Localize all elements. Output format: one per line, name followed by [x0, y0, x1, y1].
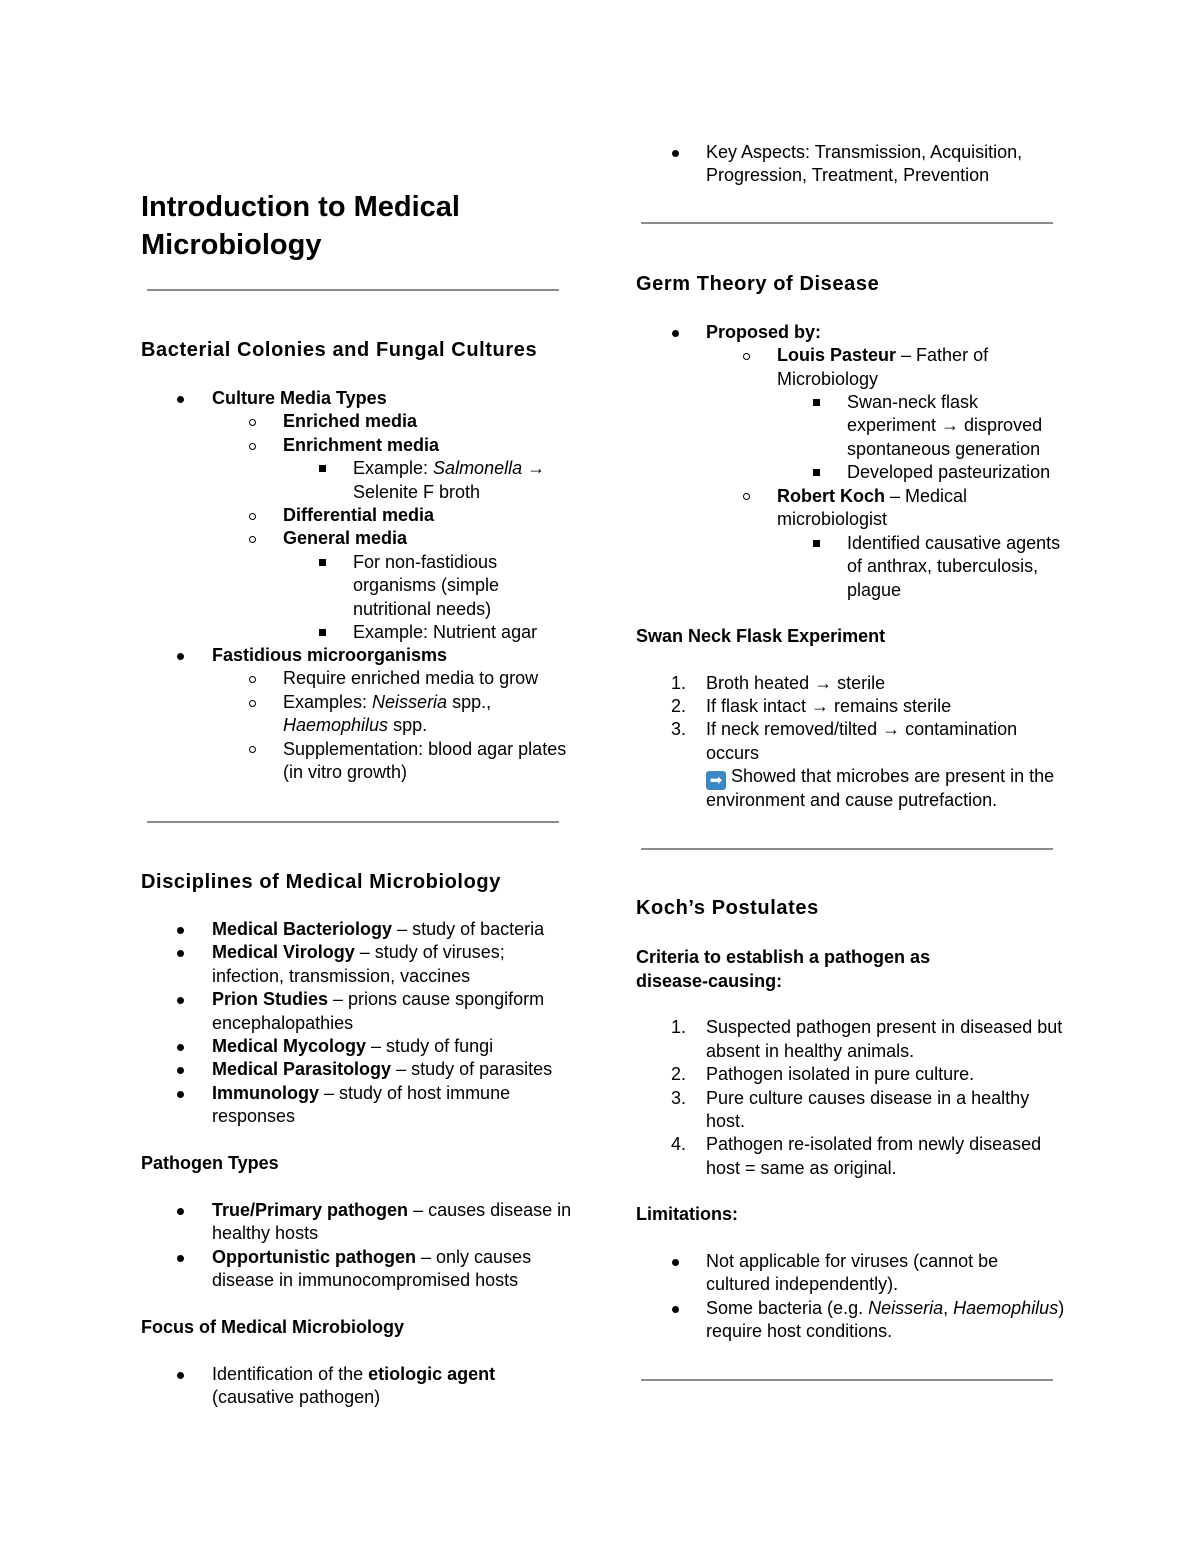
term: Opportunistic pathogen: [212, 1247, 416, 1267]
text: – Medical: [885, 486, 968, 506]
list-item: Enriched media: [283, 411, 418, 431]
list-item-continuation: (causative pathogen): [212, 1387, 381, 1407]
text: – prions cause spongiform: [328, 989, 545, 1009]
bullet-disc-icon: [177, 1067, 184, 1074]
list-number: 2.: [671, 696, 687, 716]
bullet-square-icon: [813, 399, 820, 406]
list-item-continuation: encephalopathies: [212, 1013, 354, 1033]
conclusion-line: [706, 765, 1054, 790]
species-name: Haemophilus: [283, 715, 389, 735]
section-heading-bacterial: Bacterial Colonies and Fungal Cultures: [141, 339, 538, 361]
list-item: [777, 344, 988, 368]
list-item-continuation: disease in immunocompromised hosts: [212, 1270, 519, 1290]
right-arrow-icon: [706, 771, 726, 790]
text: spp.: [388, 715, 428, 735]
list-item-continuation: Microbiology: [777, 369, 879, 389]
list-item-continuation: infection, transmission, vaccines: [212, 966, 471, 986]
species-name: Neisseria: [372, 692, 448, 712]
list-item: [283, 691, 491, 715]
list-item-continuation: occurs: [706, 743, 760, 763]
list-item: [212, 1363, 495, 1387]
text: Some bacteria (e.g.: [706, 1298, 869, 1318]
text: ,: [943, 1298, 954, 1318]
text: – study of bacteria: [392, 919, 545, 939]
page-title-line2: Microbiology: [141, 229, 322, 261]
list-item: Supplementation: blood agar plates: [283, 739, 567, 759]
divider: [641, 222, 1053, 224]
list-item: Proposed by:: [706, 322, 822, 342]
divider: [641, 848, 1053, 850]
bullet-circle-icon: [249, 700, 256, 707]
bullet-disc-icon: [177, 1255, 184, 1262]
list-item: [706, 1297, 1064, 1321]
bullet-disc-icon: [177, 1372, 184, 1379]
list-item-continuation: host.: [706, 1111, 746, 1131]
list-item: [212, 1199, 571, 1223]
text: – Father of: [896, 345, 989, 365]
list-item: Require enriched media to grow: [283, 668, 539, 688]
section-heading-germ-theory: Germ Theory of Disease: [636, 273, 880, 295]
list-item: Developed pasteurization: [847, 462, 1051, 482]
list-item: [777, 485, 967, 509]
list-item-continuation: Progression, Treatment, Prevention: [706, 165, 990, 185]
bullet-circle-icon: [249, 536, 256, 543]
bullet-circle-icon: [249, 746, 256, 753]
divider: [641, 1379, 1053, 1381]
list-item: General media: [283, 528, 408, 548]
text: spp.,: [447, 692, 492, 712]
arrow-glyph: ➡: [709, 772, 723, 789]
species-name: Haemophilus: [953, 1298, 1059, 1318]
person-name: Robert Koch: [777, 486, 885, 506]
subheading-focus: Focus of Medical Microbiology: [141, 1317, 405, 1337]
list-item-continuation: [283, 714, 427, 738]
list-item: [212, 1035, 493, 1059]
divider: [147, 289, 559, 291]
bullet-disc-icon: [177, 1091, 184, 1098]
text: Examples:: [283, 692, 373, 712]
text: Showed that microbes are present in the: [726, 766, 1055, 786]
list-item-continuation: healthy hosts: [212, 1223, 319, 1243]
list-item: [212, 1082, 510, 1106]
term: Medical Parasitology: [212, 1059, 392, 1079]
list-number: 2.: [671, 1064, 687, 1084]
list-item: Differential media: [283, 505, 435, 525]
list-item: [212, 1246, 531, 1270]
bullet-circle-icon: [743, 493, 750, 500]
bullet-square-icon: [813, 540, 820, 547]
list-item-continuation: of anthrax, tuberculosis,: [847, 556, 1039, 576]
list-item: [353, 457, 545, 481]
list-item-continuation: host = same as original.: [706, 1158, 897, 1178]
bullet-circle-icon: [249, 419, 256, 426]
bullet-square-icon: [319, 629, 326, 636]
text: ): [1058, 1298, 1065, 1318]
list-item: Pathogen re-isolated from newly diseased: [706, 1134, 1042, 1154]
text: Identification of the: [212, 1364, 369, 1384]
subheading-limitations: Limitations:: [636, 1204, 738, 1224]
list-item-continuation: cultured independently).: [706, 1274, 899, 1294]
bullet-disc-icon: [177, 396, 184, 403]
bullet-square-icon: [319, 465, 326, 472]
list-item: Suspected pathogen present in diseased but: [706, 1017, 1063, 1037]
species-name: Neisseria: [868, 1298, 944, 1318]
text: Example:: [353, 458, 434, 478]
term: Medical Virology: [212, 942, 355, 962]
list-item-continuation: Selenite F broth: [353, 482, 481, 502]
list-item: For non-fastidious: [353, 552, 498, 572]
list-item-continuation: organisms (simple: [353, 575, 500, 595]
list-item: Pure culture causes disease in a healthy: [706, 1088, 1030, 1108]
list-item-continuation: require host conditions.: [706, 1321, 893, 1341]
list-number: 1.: [671, 1017, 687, 1037]
bullet-disc-icon: [672, 330, 679, 337]
bullet-circle-icon: [249, 676, 256, 683]
section-heading-disciplines: Disciplines of Medical Microbiology: [141, 871, 501, 893]
criteria-line: Criteria to establish a pathogen as: [636, 947, 931, 967]
list-item: Not applicable for viruses (cannot be: [706, 1251, 999, 1271]
bullet-disc-icon: [177, 927, 184, 934]
subheading-swan-neck: Swan Neck Flask Experiment: [636, 626, 886, 646]
list-item: [212, 1058, 552, 1082]
list-number: 4.: [671, 1134, 687, 1154]
bullet-disc-icon: [177, 1208, 184, 1215]
subheading-pathogen-types: Pathogen Types: [141, 1153, 279, 1173]
list-item-continuation: microbiologist: [777, 509, 888, 529]
section-heading-koch: Koch’s Postulates: [636, 897, 819, 919]
conclusion-line-continuation: environment and cause putrefaction.: [706, 790, 998, 810]
text: – only causes: [416, 1247, 532, 1267]
list-item: Key Aspects: Transmission, Acquisition,: [706, 142, 1023, 162]
list-item-continuation: nutritional needs): [353, 599, 492, 619]
text: – study of parasites: [391, 1059, 553, 1079]
term: Medical Bacteriology: [212, 919, 393, 939]
text: – study of host immune: [319, 1083, 511, 1103]
list-item: [212, 918, 544, 942]
term: Medical Mycology: [212, 1036, 367, 1056]
list-item-continuation: plague: [847, 580, 902, 600]
text: – study of fungi: [366, 1036, 494, 1056]
list-item: [212, 941, 505, 965]
list-item: If flask intact → remains sterile: [706, 696, 952, 716]
text: →: [522, 458, 546, 478]
term: Prion Studies: [212, 989, 329, 1009]
bullet-circle-icon: [743, 353, 750, 360]
list-item: [212, 988, 544, 1012]
term: etiologic agent: [368, 1364, 496, 1384]
list-item-continuation: (in vitro growth): [283, 762, 408, 782]
list-item: Fastidious microorganisms: [212, 645, 448, 665]
list-item-continuation: spontaneous generation: [847, 439, 1041, 459]
bullet-disc-icon: [672, 1306, 679, 1313]
page-title-line1: Introduction to Medical: [141, 191, 460, 223]
bullet-disc-icon: [177, 653, 184, 660]
term: True/Primary pathogen: [212, 1200, 409, 1220]
page-title: [141, 188, 460, 264]
list-item: If neck removed/tilted → contamination: [706, 719, 1018, 739]
species-name: Salmonella: [433, 458, 523, 478]
bullet-square-icon: [813, 469, 820, 476]
list-item-continuation: responses: [212, 1106, 296, 1126]
list-item: Pathogen isolated in pure culture.: [706, 1064, 975, 1084]
divider: [147, 821, 559, 823]
list-item: Culture Media Types: [212, 388, 387, 408]
list-item: Enrichment media: [283, 435, 440, 455]
bullet-disc-icon: [177, 997, 184, 1004]
list-item: Swan-neck flask: [847, 392, 979, 412]
list-number: 1.: [671, 673, 687, 693]
person-name: Louis Pasteur: [777, 345, 897, 365]
list-number: 3.: [671, 1088, 687, 1108]
list-item: Broth heated → sterile: [706, 673, 886, 693]
criteria-line-continuation: disease-causing:: [636, 971, 783, 991]
bullet-square-icon: [319, 559, 326, 566]
bullet-circle-icon: [249, 513, 256, 520]
list-number: 3.: [671, 719, 687, 739]
list-item-continuation: experiment → disproved: [847, 415, 1043, 435]
bullet-circle-icon: [249, 443, 256, 450]
bullet-disc-icon: [177, 950, 184, 957]
list-item: Example: Nutrient agar: [353, 622, 538, 642]
text: – causes disease in: [408, 1200, 572, 1220]
list-item-continuation: absent in healthy animals.: [706, 1041, 915, 1061]
term: Immunology: [212, 1083, 319, 1103]
bullet-disc-icon: [672, 1259, 679, 1266]
text: – study of viruses;: [354, 942, 505, 962]
bullet-disc-icon: [672, 150, 679, 157]
list-item: Identified causative agents: [847, 533, 1061, 553]
bullet-disc-icon: [177, 1044, 184, 1051]
